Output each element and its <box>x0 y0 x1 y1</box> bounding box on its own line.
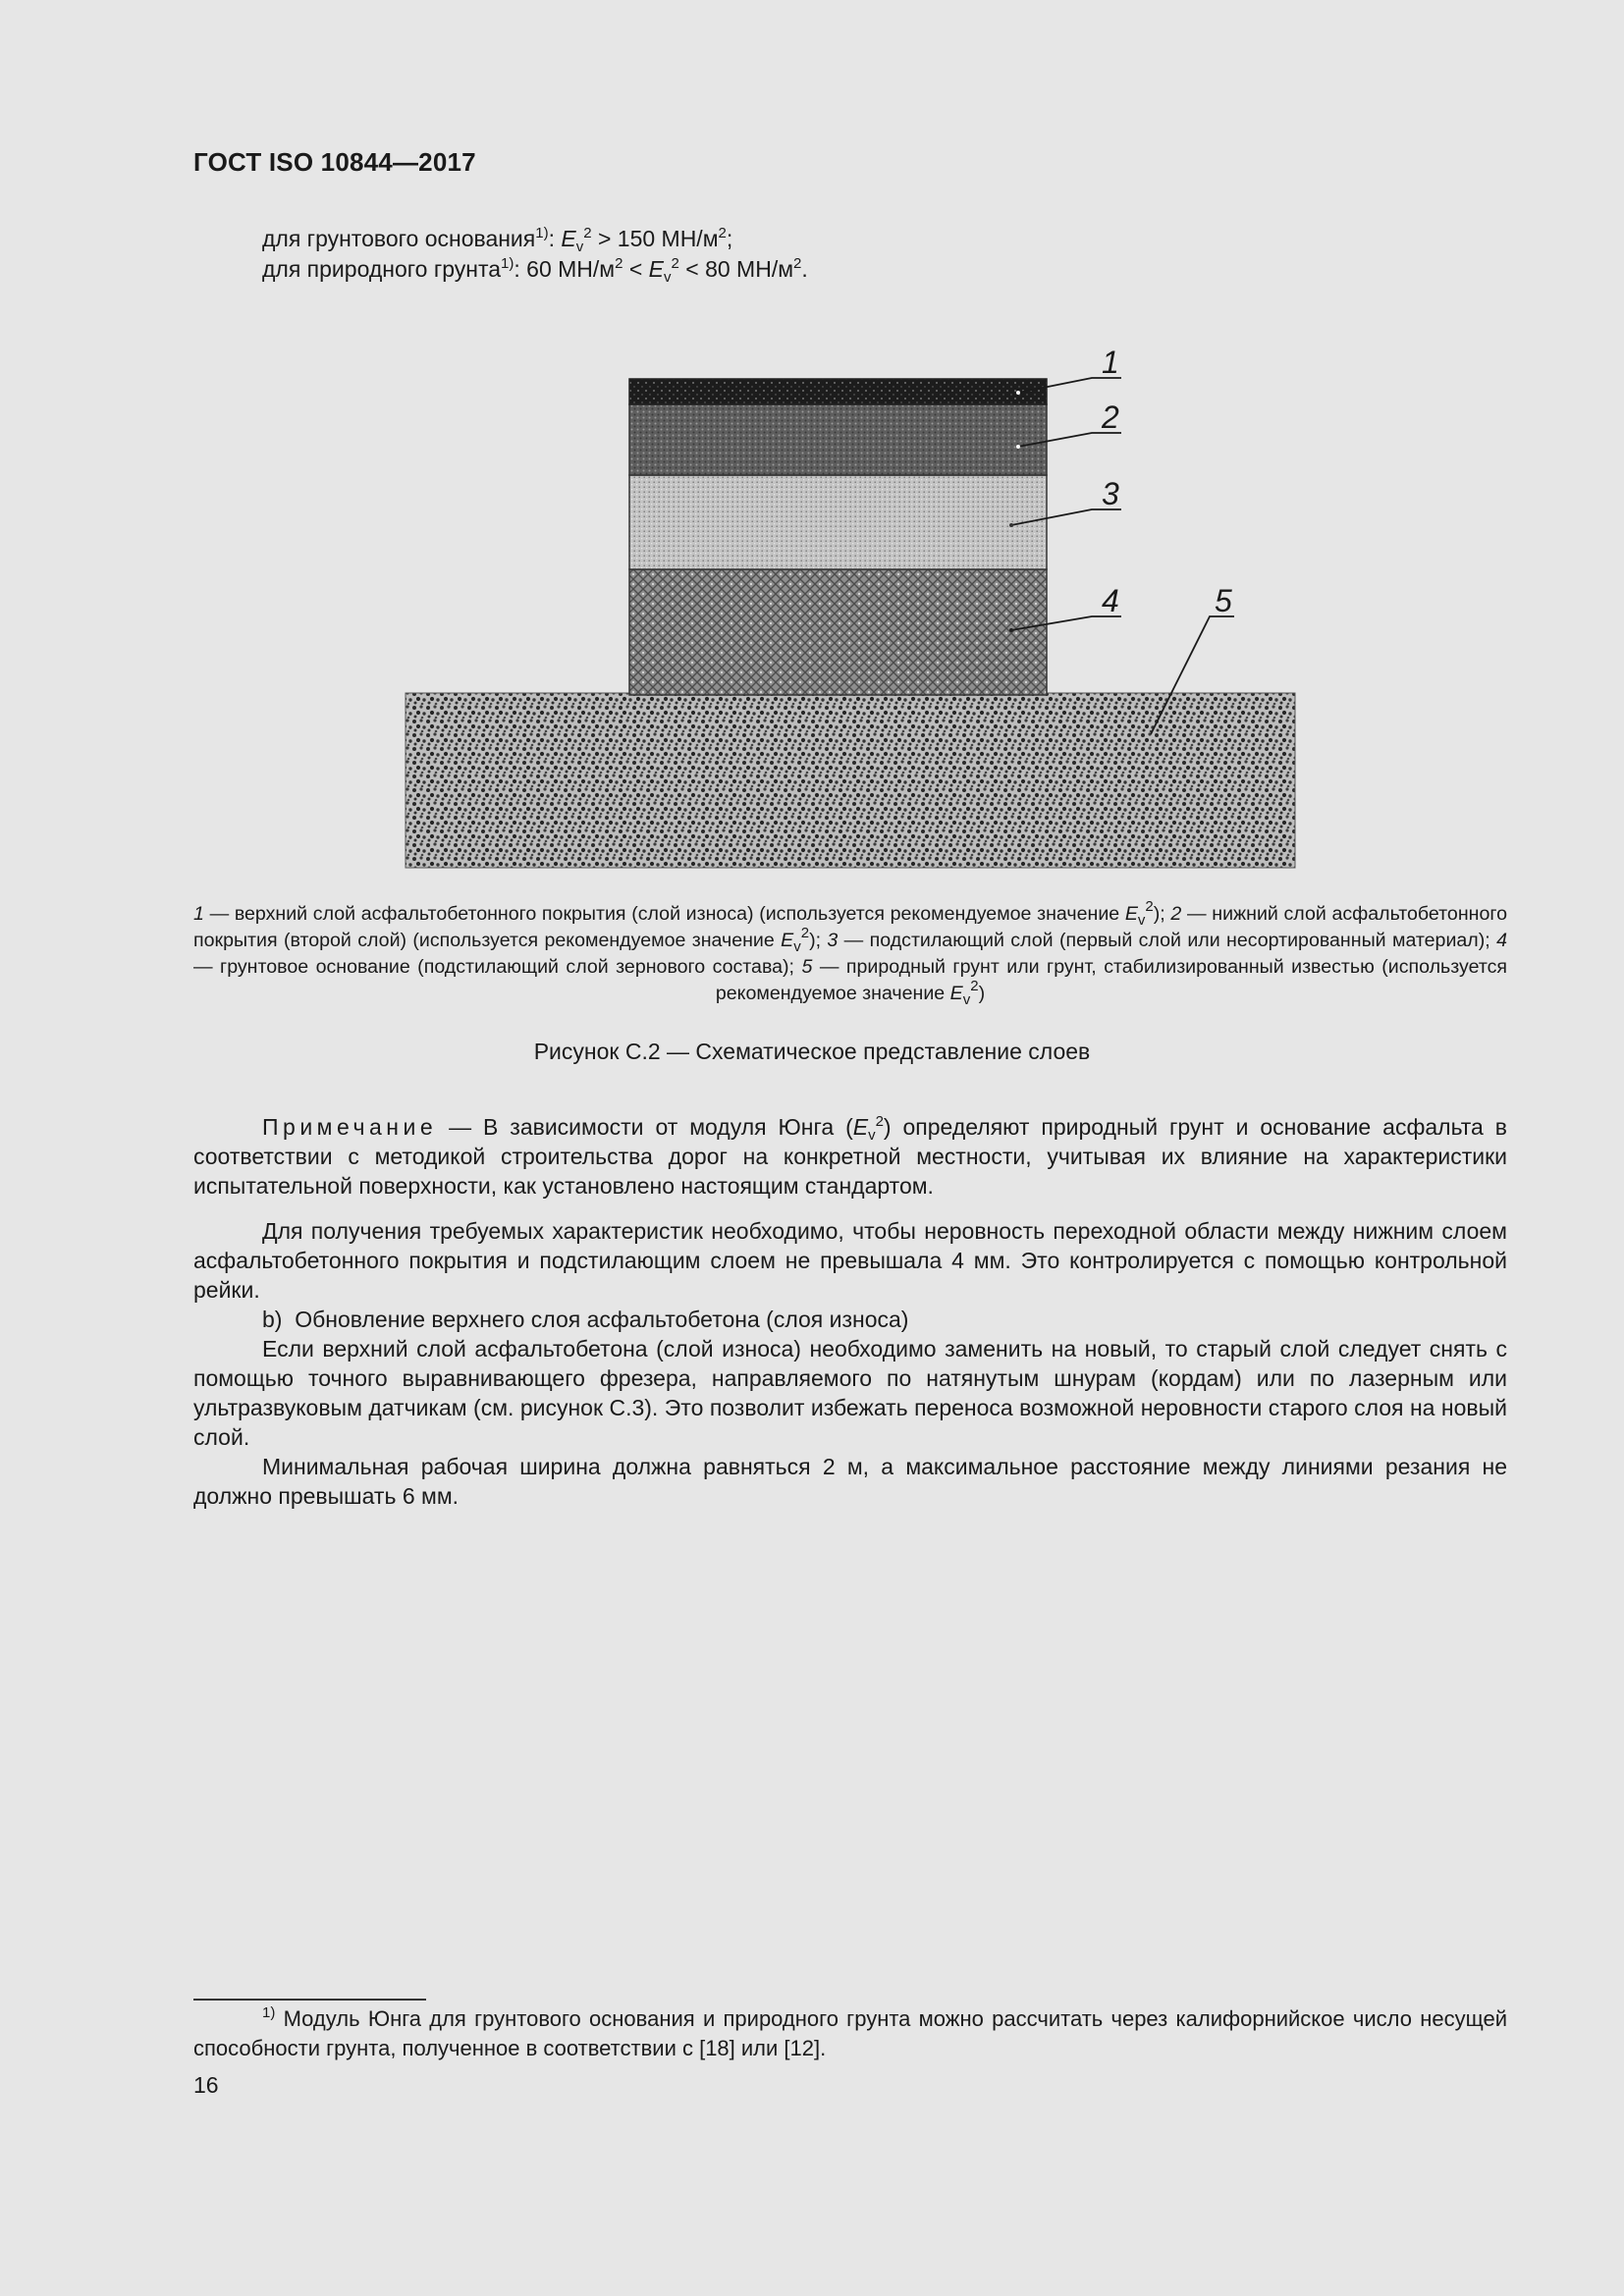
footnote: $^{1)}$ Модуль Юнга для грунтового основания и природного грунта можно рассчитать через калифорнийское число несущей способности грунта, полученное в соответствии с [18] или [12]. <box>193 2004 1507 2060</box>
item-b-heading: b) Обновление верхнего слоя асфальтобетона (слоя износа) <box>262 1307 909 1332</box>
footnote-separator <box>193 1999 426 2001</box>
renewal-section <box>193 1305 1507 1452</box>
layer-label-4: 4 <box>1102 583 1119 618</box>
layer-diagram <box>0 334 1624 883</box>
requirement-paragraph: Для получения требуемых характеристик необходимо, чтобы неровность переходной области между нижним слоем асфальтобетонного покрытия и подстилающим слоем не превышала 4 мм. Это контролируется с помощью контрольной рейки. <box>193 1218 1507 1303</box>
note-paragraph: Примечание — В зависимости от модуля Юнга $(E_v^2)$ определяют природный грунт и основание асфальта в соответствии с методикой строительства дорог на конкретной местности, учитывая их влияние на характеристики испытательной поверхности, как установлено настоящим стандартом. <box>193 1113 1507 1199</box>
width-paragraph: Минимальная рабочая ширина должна равняться 2 м, а максимальное расстояние между линиями резания не должно превышать 6 мм. <box>193 1454 1507 1509</box>
document-header: ГОСТ ISO 10844—2017 <box>193 147 476 177</box>
layer-1-wearing-course <box>629 379 1047 404</box>
figure-caption: Рисунок С.2 — Схематическое представление слоев <box>533 1039 1091 1064</box>
layer-5-natural-soil <box>406 693 1295 868</box>
layer-label-1: 1 <box>1102 345 1119 380</box>
layer-label-5: 5 <box>1215 583 1232 618</box>
layer-2-lower-asphalt <box>629 404 1047 475</box>
note-label: Примечание <box>262 1114 438 1140</box>
page-number: 16 <box>193 2072 219 2098</box>
intro-line-natural-soil: для природного грунта$^{1)}$: 60 $МН/м^2 < E_v^2 < 80$ $МН/м^2$. <box>262 255 808 286</box>
renewal-paragraph: Если верхний слой асфальтобетона (слой износа) необходимо заменить на новый, то старый слой следует снять с помощью точного выравнивающего фрезера, направляемого по натянутым шнурам (кордам) или по лазерным или ультразвуковым датчикам (см. рисунок С.3). Это позволит избежать переноса возможной неровности старого слоя на новый слой. <box>193 1336 1507 1450</box>
layer-label-2: 2 <box>1102 400 1119 435</box>
layer-3-sub-base <box>629 475 1047 569</box>
intro-line-base-course: для грунтового основания$^{1)}$: $E_v^2 > 150$ $МН/м^2$; <box>262 225 733 255</box>
figure-legend: 1 — верхний слой асфальтобетонного покрытия (слой износа) (используется рекомендуемое значение $E_v^2$); 2 — нижний слой асфальтобетонного покрытия (второй слой) (используется рекомендуемое значение $E_v^2$); 3 — подстилающий слой (первый слой или несортированный материал); 4 — грунтовое основание (подстилающий слой зернового состава); 5 — природный грунт или грунт, стабилизированный известью (используется рекомендуемое значение $E_v^2$) <box>193 898 1507 1008</box>
layer-4-base-course <box>629 569 1047 695</box>
layer-label-3: 3 <box>1102 476 1119 511</box>
